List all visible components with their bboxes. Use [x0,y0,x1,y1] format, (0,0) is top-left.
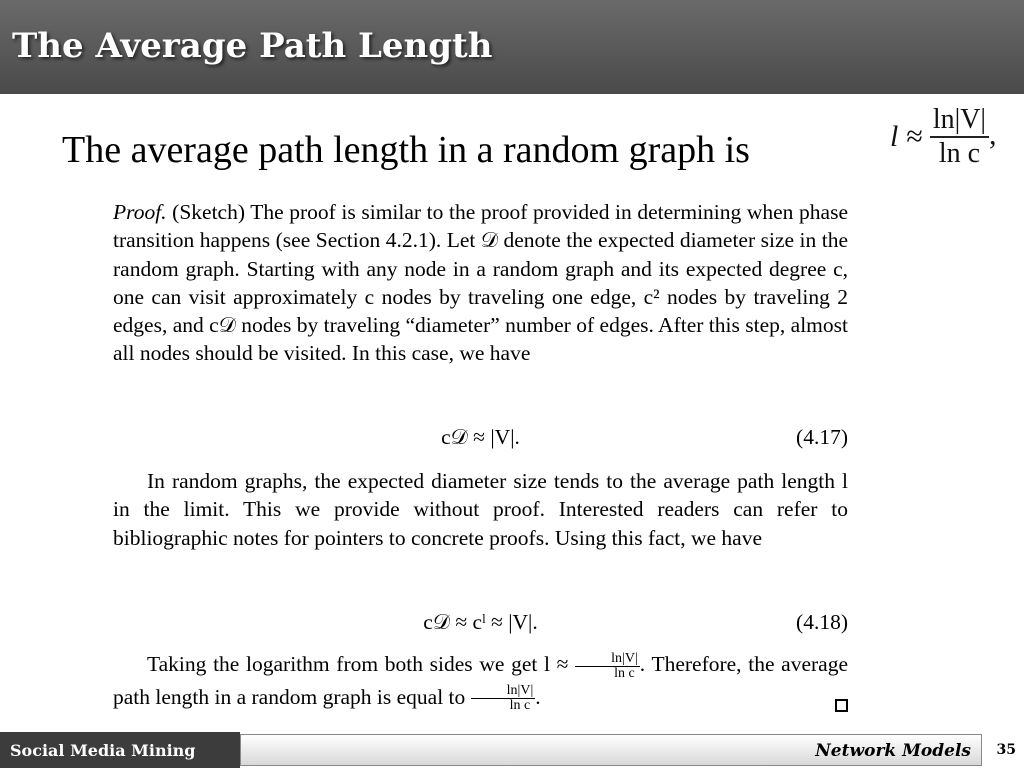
intro-text: The average path length in a random graph is [62,129,750,171]
fraction-denominator: ln c [614,665,635,681]
equation-4-17 [113,425,848,455]
formula-trail: , [989,117,997,151]
title-bar [0,0,1024,94]
footer-chapter [240,734,982,766]
proof-text: (Sketch) The proof is similar to the proof provided in determining when phase transition happens (see Section 4.2.1). Let 𝒟 denote the expected diameter size in the random graph. Starting with any node in a random graph and its expected degree c, one can visit approximately c nodes by traveling one edge, c² nodes by traveling 2 edges, and c𝒟 nodes by traveling “diameter” number of edges. After this step, almost all nodes should be visited. In this case, we have [113,200,848,366]
inline-fraction [575,652,640,681]
footer [0,732,1024,768]
page-number: 35 [996,742,1016,758]
proof-label: Proof. [113,200,167,224]
proof-block-3 [113,648,848,718]
formula-fraction [930,104,989,170]
equation-body: c𝒟 ≈ |V|. [441,425,520,449]
formula-denominator: ln c [938,138,981,169]
formula-lhs: l ≈ [890,120,923,153]
equation-number: (4.17) [796,425,848,449]
proof-paragraph-2: In random graphs, the expected diameter size tends to the average path length l in the limit. This we provide without proof. Interested readers can refer to bibliographic notes for pointers to concrete proofs. Using this fact, we have [113,469,848,550]
proof-paragraph-3 [113,648,848,713]
footer-course-label: Social Media Mining [10,741,196,760]
text-part-2: . Therefore, the average path length in a random graph is equal to [113,652,849,709]
qed-box-icon [835,699,848,712]
footer-course [0,732,240,768]
fraction-numerator: ln|V| [471,684,536,699]
slide-title: The Average Path Length [12,26,493,66]
proof-paragraph-1 [113,198,848,368]
fraction-denominator: ln c [509,698,531,714]
proof-block [113,198,848,368]
equation-4-18 [113,610,848,640]
text-part-3: . [535,684,541,709]
formula-numerator: ln|V| [930,104,989,138]
equation-body: c𝒟 ≈ cˡ ≈ |V|. [423,610,538,634]
title-formula [890,104,997,170]
footer-chapter-label: Network Models [815,741,971,761]
fraction-numerator: ln|V| [575,652,640,667]
proof-block-2 [113,467,848,552]
equation-number: (4.18) [796,610,848,634]
inline-fraction [471,684,536,713]
text-part-1: Taking the logarithm from both sides we get l ≈ [147,652,569,676]
footer-page [986,732,1024,768]
